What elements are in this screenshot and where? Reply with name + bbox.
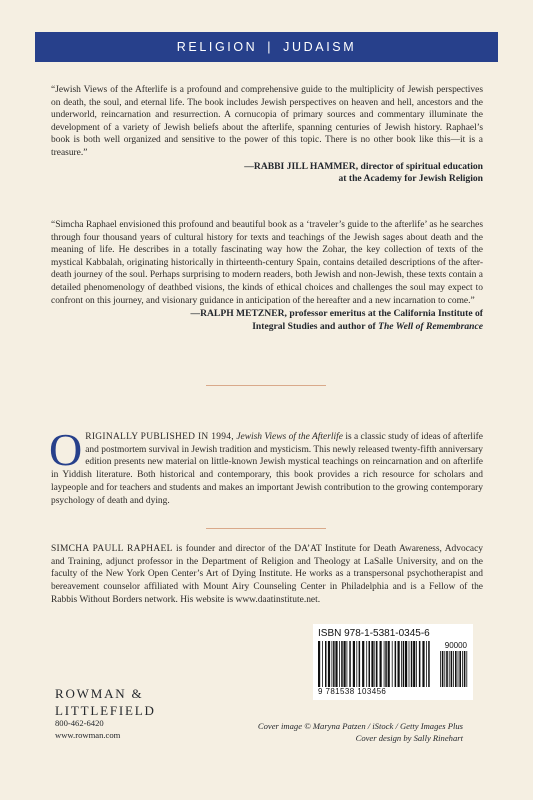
barcode-stripe [416,641,417,687]
attribution-line: at the Academy for Jewish Religion [338,173,483,185]
barcode-stripe [426,641,427,687]
book-title: Jewish Views of the Afterlife [236,432,343,442]
barcode-stripe [349,641,351,687]
attribution-line: —RALPH METZNER, professor emeritus at the California Institute of [190,308,483,320]
barcode-stripe [359,641,361,687]
barcode-stripe [362,641,364,687]
barcode-stripe [401,641,402,687]
barcode-stripe [392,641,393,687]
barcode-stripe [451,651,453,687]
barcode-stripe [464,651,466,687]
barcode-stripe [440,651,441,687]
author-bio-text: is founder and director of the DA’AT Institute for Death Awareness, Advocacy and Training, adjunct professor in the Department of Religion and Theology at LaSalle University, and on the faculty of the New York Open Center’s Art of Dying Institute. He works as a transpersonal psychotherapist and bereavement counselor affiliated with Mount Airy Counseling Center in Philadelphia and is a Fellow of the Rabbis Without Borders network. His website is www.daatinstitute.net. [51,544,483,605]
barcode-stripe [395,641,397,687]
barcode-stripe [339,641,340,687]
attribution-line [51,321,483,334]
barcode-stripe [341,641,343,687]
barcode-stripe [385,641,387,687]
publisher-name-line1: ROWMAN & [55,686,144,701]
barcode-stripe [413,641,415,687]
book-description [49,424,483,507]
cover-design-credit: Cover design by Sally Rinehart [355,733,463,744]
attribution-text: Integral Studies and author of [252,320,379,332]
barcode-stripe [458,651,459,687]
barcode-stripe [356,641,357,687]
barcode-stripe [376,641,378,687]
barcode-stripe [466,651,467,687]
barcode-stripe [419,641,421,687]
barcode-number: 9 781538 103456 [318,687,387,696]
publisher-contact [55,718,120,741]
endorsement-metzner-attribution [51,308,483,333]
barcode-stripe [422,641,424,687]
publisher-website[interactable]: www.rowman.com [55,729,121,740]
author-name: SIMCHA PAULL RAPHAEL [51,544,173,554]
barcode-stripe [442,651,444,687]
endorsement-hammer-attribution [51,161,483,186]
barcode-stripe [403,641,405,687]
barcode-stripe [405,641,407,687]
barcode-stripe [459,651,461,687]
divider [206,385,326,386]
barcode-stripe [332,641,333,687]
divider [206,528,326,529]
description-lead: RIGINALLY PUBLISHED IN 1994, [85,432,234,442]
barcode-stripe [347,641,348,687]
category-separator: | [267,40,274,54]
barcode-stripe [409,641,410,687]
barcode-stripe [428,641,430,687]
cover-credits [258,720,463,744]
barcode-stripe [388,641,390,687]
drop-cap: O [49,424,83,475]
barcode-stripe [398,641,400,687]
barcode-stripe [344,641,346,687]
barcode-stripe [384,641,385,687]
barcode-stripe [446,651,448,687]
publisher-name-line2: LITTLEFIELD [55,703,156,718]
endorsement-hammer-text: “Jewish Views of the Afterlife is a profound and comprehensive guide to the multiplicity of Jewish perspectives on death, the soul, and eternal life. The book includes Jewish perspectives on heaven and hell, ancestors and the underworld, reincarnation and resurrection. A cornucopia of primary sources and commentary illuminate the development of a variety of Jewish beliefs about the afterlife, spanning centuries of Jewish history. Raphael’s book is both well organized and sensitive to the power of this topic. There is no other book like this—it is a treasure.” [51,85,483,158]
publisher-phone: 800-462-6420 [55,718,104,728]
publisher-logo [55,685,156,719]
cover-image-credit: Cover image © Maryna Patzen / iStock / Getty Images Plus [257,721,463,731]
barcode-stripe [455,651,457,687]
barcode-stripe [322,641,323,687]
barcode-stripe [449,651,450,687]
barcode-stripe [462,651,463,687]
endorsement-metzner [51,219,483,333]
attribution-line: —RABBI JILL HAMMER, director of spiritual education [244,160,483,172]
author-bio [51,543,483,607]
barcode-stripe [369,641,371,687]
endorsement-hammer [51,84,483,186]
category-judaism: JUDAISM [283,40,357,54]
barcode-stripe [318,641,320,687]
book-title: The Well of Remembrance [378,320,483,332]
barcode-stripe [366,641,367,687]
barcode-stripe [380,641,382,687]
endorsement-metzner-text: “Simcha Raphael envisioned this profound and beautiful book as a ‘traveler’s guide to the afterlife’ as he searches through four thousand years of cultural history for texts and teachings of the Jewish sages about death and the meaning of life. He describes in a totally fascinating way how the Zohar, the key collection of texts of the mystical Kabbalah, originating historically in thirteenth-century Spain, contains detailed descriptions of the after-death journey of the soul. Perhaps surprising to modern readers, both Jewish and non-Jewish, these texts contain a detailed phenomenology of deathbed visions, the kinds of ethical choices and challenges the soul may expect to confront on this journey, and visionary guidance in anticipation of the hereafter and a new incarnation to come.” [51,220,483,306]
description-text: is a classic study of ideas of afterlife and postmortem survival in Jewish tradition and mysticism. This newly released twenty-fifth anniversary edition presents new material on little-known Jewish mystical teachings on reincarnation and on afterlife in Yiddish literature. Both historical and contemporary, this book provides a rich resource for scholars and laypeople and for teachers and students and makes an important Jewish contribution to the growing contemporary psychology of death and dying. [51,432,483,506]
barcode-stripe [453,651,454,687]
barcode-stripe [371,641,373,687]
barcode-stripe [374,641,375,687]
barcode-stripe [328,641,330,687]
isbn-label: ISBN 978-1-5381-0345-6 [318,628,430,639]
category-religion: RELIGION [176,40,258,54]
barcode [313,624,473,700]
barcode-stripe [444,651,445,687]
price-code: 90000 [444,641,467,650]
barcode-stripe [411,641,413,687]
barcode-stripe [353,641,355,687]
barcode-stripe [335,641,337,687]
barcode-stripe [325,641,327,687]
category-banner [35,32,498,62]
barcode-stripe [333,641,335,687]
